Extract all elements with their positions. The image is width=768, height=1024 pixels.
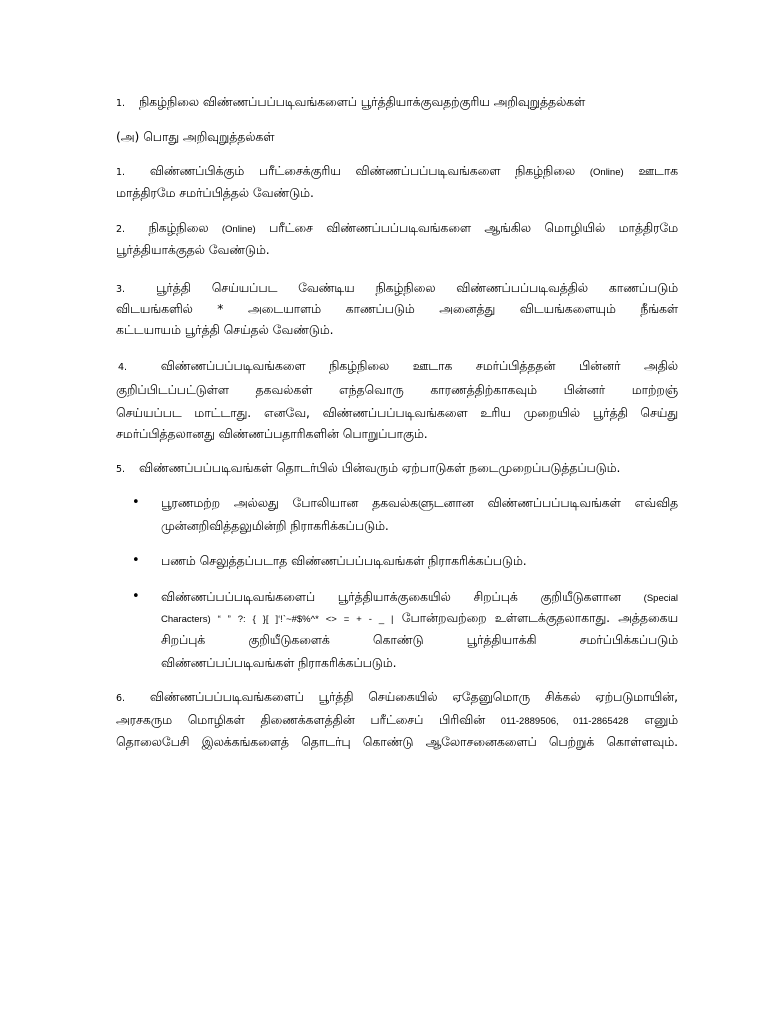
item-1-text: விண்ணப்பிக்கும் பரீட்சைக்குரிய விண்ணப்பப்படிவங்களை நிகழ்நிலை xyxy=(149,164,576,178)
subsection-title: பொது அறிவுறுத்தல்கள் xyxy=(143,130,275,144)
subsection-marker: (அ) xyxy=(116,130,140,144)
bullet-3-text-cont: போன்றவற்றை உள்ளடக்குதலாகாது. அத்தகைய xyxy=(401,611,678,625)
item-2-number: 2. xyxy=(116,224,126,235)
bullet-1-line-2: முன்னறிவித்தலுமின்றி நிராகரிக்கப்படும். xyxy=(161,519,389,533)
item-2-line-2: பூர்த்தியாக்குதல் வேண்டும். xyxy=(116,243,270,257)
bullet-3-line-2 xyxy=(161,610,678,628)
phone-numbers: 011-2889506, 011-2865428 xyxy=(500,716,629,727)
item-1-line-1 xyxy=(116,163,678,181)
item-3-line-1 xyxy=(116,280,678,298)
item-6-text: விண்ணப்பப்படிவங்களைப் பூர்த்தி செய்கையில் ஏதேனுமொரு சிக்கல் ஏற்படுமாயின், xyxy=(149,690,678,704)
item-5-title xyxy=(116,460,678,478)
bullet-3-line-1 xyxy=(161,589,678,607)
item-3-line-3: கட்டயாயம் பூர்த்தி செய்தல் வேண்டும். xyxy=(116,323,334,337)
item-3-text: பூர்த்தி செய்யப்பட வேண்டிய நிகழ்நிலை விண்ணப்பப்படிவத்தில் காணப்படும் xyxy=(155,281,678,295)
bullet-3-line-4: விண்ணப்பப்படிவங்கள் நிராகரிக்கப்படும். xyxy=(161,656,397,670)
item-1-text-end: ஊடாக xyxy=(638,164,678,178)
special-term: (Special xyxy=(643,593,678,604)
item-4-line-1 xyxy=(116,358,678,376)
bullet-2-line-1: பணம் செலுத்தப்படாத விண்ணப்பப்படிவங்கள் நிராகரிக்கப்படும். xyxy=(161,554,527,568)
bullet-marker: • xyxy=(132,553,140,568)
item-6-number: 6. xyxy=(116,693,126,704)
item-6-text-cont: அரசகரும மொழிகள் திணைக்களத்தின் பரீட்சைப் பிரிவின் xyxy=(116,713,485,727)
bullet-1-line-1: பூரணமற்ற அல்லது போலியான தகவல்களுடனான விண்ணப்பப்படிவங்கள் எவ்வித xyxy=(161,496,678,510)
item-4-line-3: செய்யப்பட மாட்டாது. எனவே, விண்ணப்பப்படிவங்களை உரிய முறையில் பூர்த்தி செய்து xyxy=(116,406,678,420)
online-term: (Online) xyxy=(221,224,256,235)
item-5-number: 5. xyxy=(116,464,126,475)
item-2-line-1 xyxy=(116,220,678,238)
bullet-3-line-3: சிறப்புக் குறியீடுகளைக் கொண்டு பூர்த்தியாக்கி சமர்ப்பிக்கப்படும் xyxy=(161,633,678,647)
item-3-line-2: விடயங்களில் * அடையாளம் காணப்படும் அனைத்து விடயங்களையும் நீங்கள் xyxy=(116,302,678,316)
item-5-text: விண்ணப்பப்படிவங்கள் தொடர்பில் பின்வரும் ஏற்பாடுகள் நடைமுறைப்படுத்தப்படும். xyxy=(139,461,621,475)
item-1-number: 1. xyxy=(116,167,126,178)
item-6-line-2 xyxy=(116,712,678,730)
item-2-text-end: பரீட்சை விண்ணப்பப்படிவங்களை ஆங்கில மொழியில் மாத்திரமே xyxy=(269,221,679,235)
online-term: (Online) xyxy=(589,167,624,178)
section-heading xyxy=(116,94,678,112)
subsection-heading xyxy=(116,129,678,145)
item-4-line-2: குறிப்பிடப்பட்டுள்ள தகவல்கள் எந்தவொரு காரணத்திற்காகவும் பின்னர் மாற்றஞ் xyxy=(116,383,678,397)
item-4-line-4: சமர்ப்பித்தலானது விண்ணப்பதாரிகளின் பொறுப்பாகும். xyxy=(116,427,428,441)
item-6-line-1 xyxy=(116,689,678,707)
special-characters-list: Characters) “ ” ?: { }[ ]‘!`~#$%^* <> = + - _ | xyxy=(161,614,394,625)
item-4-text: விண்ணப்பப்படிவங்களை நிகழ்நிலை ஊடாக சமர்ப்பித்ததன் பின்னர் அதில் xyxy=(160,359,678,373)
section-number: 1. xyxy=(116,98,126,109)
item-6-line-3: தொலைபேசி இலக்கங்களைத் தொடர்பு கொண்டு ஆலோசனைகளைப் பெற்றுக் கொள்ளவும். xyxy=(116,735,678,749)
bullet-marker: • xyxy=(132,495,140,510)
item-1-line-2: மாத்திரமே சமர்ப்பித்தல் வேண்டும். xyxy=(116,186,314,200)
item-3-number: 3. xyxy=(116,284,126,295)
item-6-text-end: எனும் xyxy=(644,713,678,727)
bullet-3-text: விண்ணப்பப்படிவங்களைப் பூர்த்தியாக்குகையில் சிறப்புக் குறியீடுகளான xyxy=(161,590,621,604)
item-4-number: 4. xyxy=(118,362,128,373)
section-title: நிகழ்நிலை விண்ணப்பப்படிவங்களைப் பூர்த்தியாக்குவதற்குரிய அறிவுறுத்தல்கள் xyxy=(139,95,586,109)
item-2-text: நிகழ்நிலை xyxy=(148,221,209,235)
bullet-marker: • xyxy=(132,589,140,604)
